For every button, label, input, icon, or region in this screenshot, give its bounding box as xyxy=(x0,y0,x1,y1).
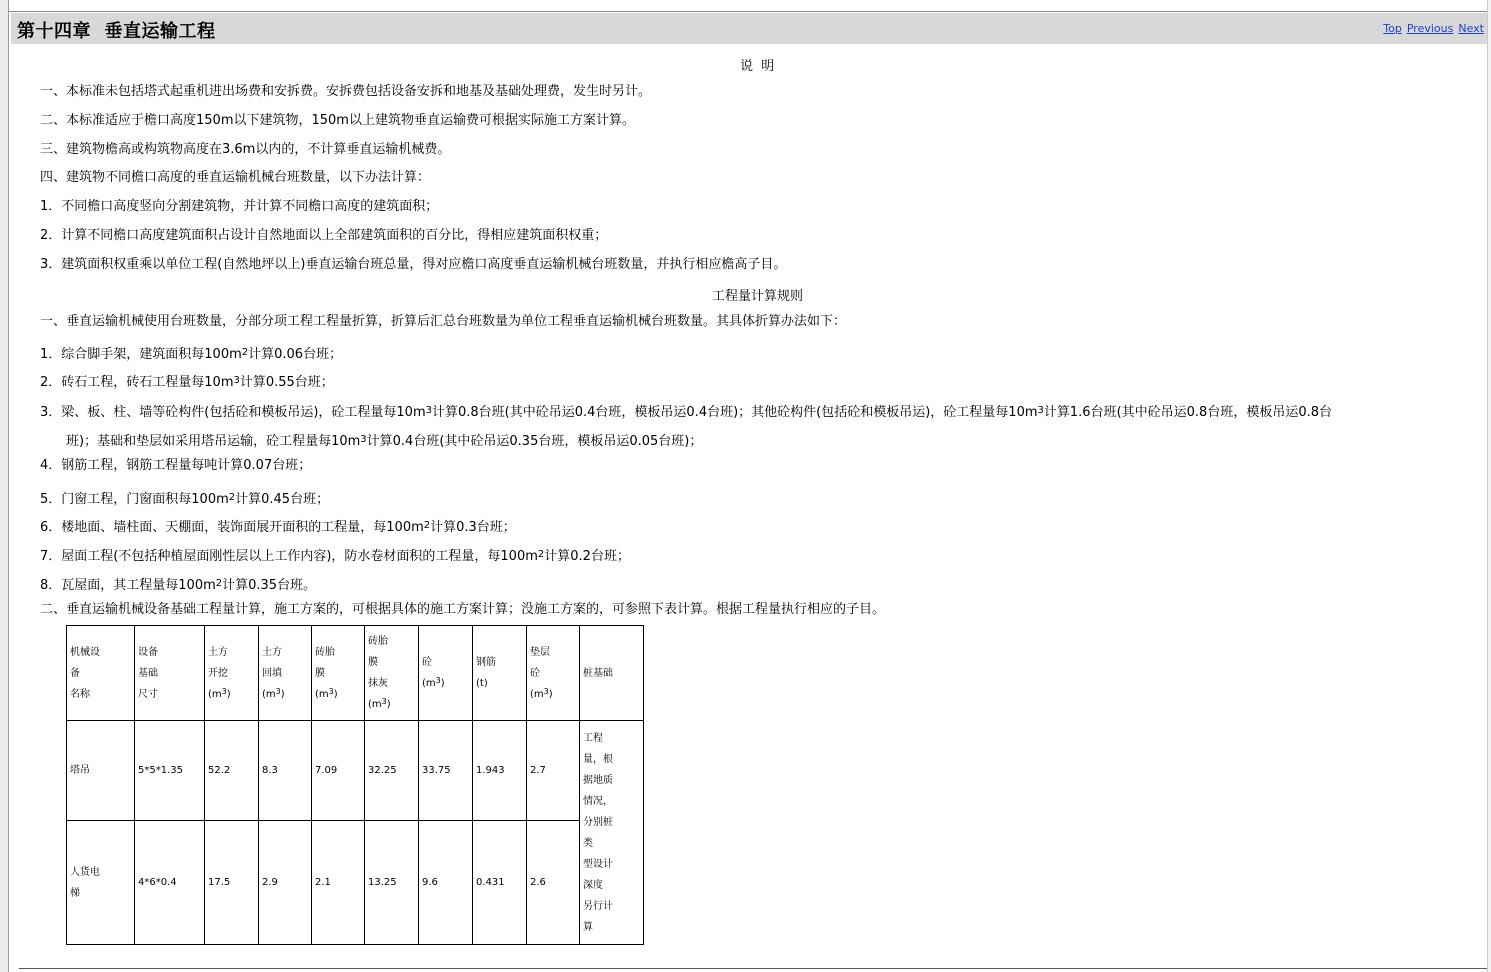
next-link[interactable]: Next xyxy=(1458,22,1484,35)
cell-foundation-size: 4*6*0.4 xyxy=(135,821,205,945)
section-heading-notes: 说 明 xyxy=(740,59,775,74)
cell-brick-mold: 2.1 xyxy=(312,821,365,945)
cell-backfill: 2.9 xyxy=(259,821,312,945)
header-machine-name: 机械设 备 名称 xyxy=(67,626,135,721)
cell-concrete: 9.6 xyxy=(419,821,473,945)
section-heading-rules: 工程量计算规则 xyxy=(712,289,804,304)
header-rebar: 钢筋 (t) xyxy=(473,626,527,721)
note-4-1: 1．不同檐口高度竖向分割建筑物，并计算不同檐口高度的建筑面积； xyxy=(40,199,439,214)
rule-2: 2．砖石工程，砖石工程量每$10m^3$计算0.55台班； xyxy=(40,375,334,390)
cell-backfill: 8.3 xyxy=(259,721,312,821)
note-2: 二、本标准适应于檐口高度150m以下建筑物，150m以上建筑物垂直运输费可根据实际施工方案计算。 xyxy=(40,113,635,128)
header-excavation: 土方 开挖 $(m^3)$ xyxy=(205,626,259,721)
previous-link[interactable]: Previous xyxy=(1406,22,1454,35)
note-4-3: 3．建筑面积权重乘以单位工程(自然地坪以上)垂直运输台班总量，得对应檐口高度垂直运输机械台班数量，并执行相应檐高子目。 xyxy=(40,257,787,272)
equipment-foundation-table xyxy=(66,625,644,945)
rule-1: 1．综合脚手架，建筑面积每$100m^2$计算0.06台班； xyxy=(40,347,343,362)
cell-foundation-size: 5*5*1.35 xyxy=(135,721,205,821)
rules-intro: 一、垂直运输机械使用台班数量，分部分项工程工程量折算，折算后汇总台班数量为单位工程垂直运输机械台班数量。其具体折算办法如下： xyxy=(40,314,847,329)
cell-machine-name: 人货电 梯 xyxy=(67,821,135,945)
cell-pile-note: 工程 量，根 据地质 情况， 分别桩 类 型设计 深度 另行计 算 xyxy=(580,721,644,945)
header-backfill: 土方 回填 $(m^3)$ xyxy=(259,626,312,721)
header-brick-mold: 砖胎 膜 $(m^3)$ xyxy=(312,626,365,721)
cell-brick-mold: 7.09 xyxy=(312,721,365,821)
table-row xyxy=(67,821,644,945)
cell-cushion-concrete: 2.6 xyxy=(527,821,580,945)
cell-rebar: 0.431 xyxy=(473,821,527,945)
note-3: 三、建筑物檐高或构筑物高度在3.6m以内的，不计算垂直运输机械费。 xyxy=(40,142,451,157)
cell-excavation: 17.5 xyxy=(205,821,259,945)
cell-cushion-concrete: 2.7 xyxy=(527,721,580,821)
cell-machine-name: 塔吊 xyxy=(67,721,135,821)
cell-concrete: 33.75 xyxy=(419,721,473,821)
cell-rebar: 1.943 xyxy=(473,721,527,821)
table-header-row xyxy=(67,626,644,721)
note-4: 四、建筑物不同檐口高度的垂直运输机械台班数量，以下办法计算： xyxy=(40,170,431,185)
header-cushion-concrete: 垫层 砼 $(m^3)$ xyxy=(527,626,580,721)
header-brick-mold-plaster: 砖胎 膜 抹灰 $(m^3)$ xyxy=(365,626,419,721)
note-4-2: 2．计算不同檐口高度建筑面积占设计自然地面以上全部建筑面积的百分比，得相应建筑面积权重； xyxy=(40,228,608,243)
note-1: 一、本标准未包括塔式起重机进出场费和安拆费。安拆费包括设备安拆和地基及基础处理费，发生时另计。 xyxy=(40,84,652,99)
cell-excavation: 52.2 xyxy=(205,721,259,821)
rule-8: 8．瓦屋面，其工程量每$100m^2$计算0.35台班。 xyxy=(40,578,317,593)
table-row xyxy=(67,721,644,821)
rule-3-cont: 班)；基础和垫层如采用塔吊运输，砼工程量每$10m^3$计算0.4台班(其中砼吊运0.35台班，模板吊运0.05台班)； xyxy=(66,434,703,449)
cell-brick-mold-plaster: 13.25 xyxy=(365,821,419,945)
rule-6: 6．楼地面、墙柱面、天棚面，装饰面展开面积的工程量，每$100m^2$计算0.3台班； xyxy=(40,520,516,535)
cell-brick-mold-plaster: 32.25 xyxy=(365,721,419,821)
top-link[interactable]: Top xyxy=(1383,22,1402,35)
header-concrete: 砼 $(m^3)$ xyxy=(419,626,473,721)
rule-4: 4．钢筋工程，钢筋工程量每吨计算0.07台班； xyxy=(40,458,312,473)
header-pile-foundation: 桩基础 xyxy=(580,626,644,721)
rule-3: 3．梁、板、柱、墙等砼构件(包括砼和模板吊运)，砼工程量每$10m^3$计算0.8台班(其中砼吊运0.4台班，模板吊运0.4台班)；其他砼构件(包括砼和模板吊运)，砼工程量每$10m^3$计算1.6台班(其中砼吊运0.8台班，模板吊运0.8台 xyxy=(40,405,1333,420)
rule-5: 5．门窗工程，门窗面积每$100m^2$计算0.45台班； xyxy=(40,492,330,507)
bottom-divider xyxy=(19,968,1487,969)
chapter-title: 第十四章 垂直运输工程 xyxy=(17,21,216,42)
header-foundation-size: 设备 基础 尺寸 xyxy=(135,626,205,721)
rule-7: 7．屋面工程(不包括种植屋面刚性层以上工作内容)，防水卷材面积的工程量，每$100m^2$计算0.2台班； xyxy=(40,549,630,564)
rules-part-2: 二、垂直运输机械设备基础工程量计算，施工方案的，可根据具体的施工方案计算；没施工方案的，可参照下表计算。根据工程量执行相应的子目。 xyxy=(40,602,886,617)
